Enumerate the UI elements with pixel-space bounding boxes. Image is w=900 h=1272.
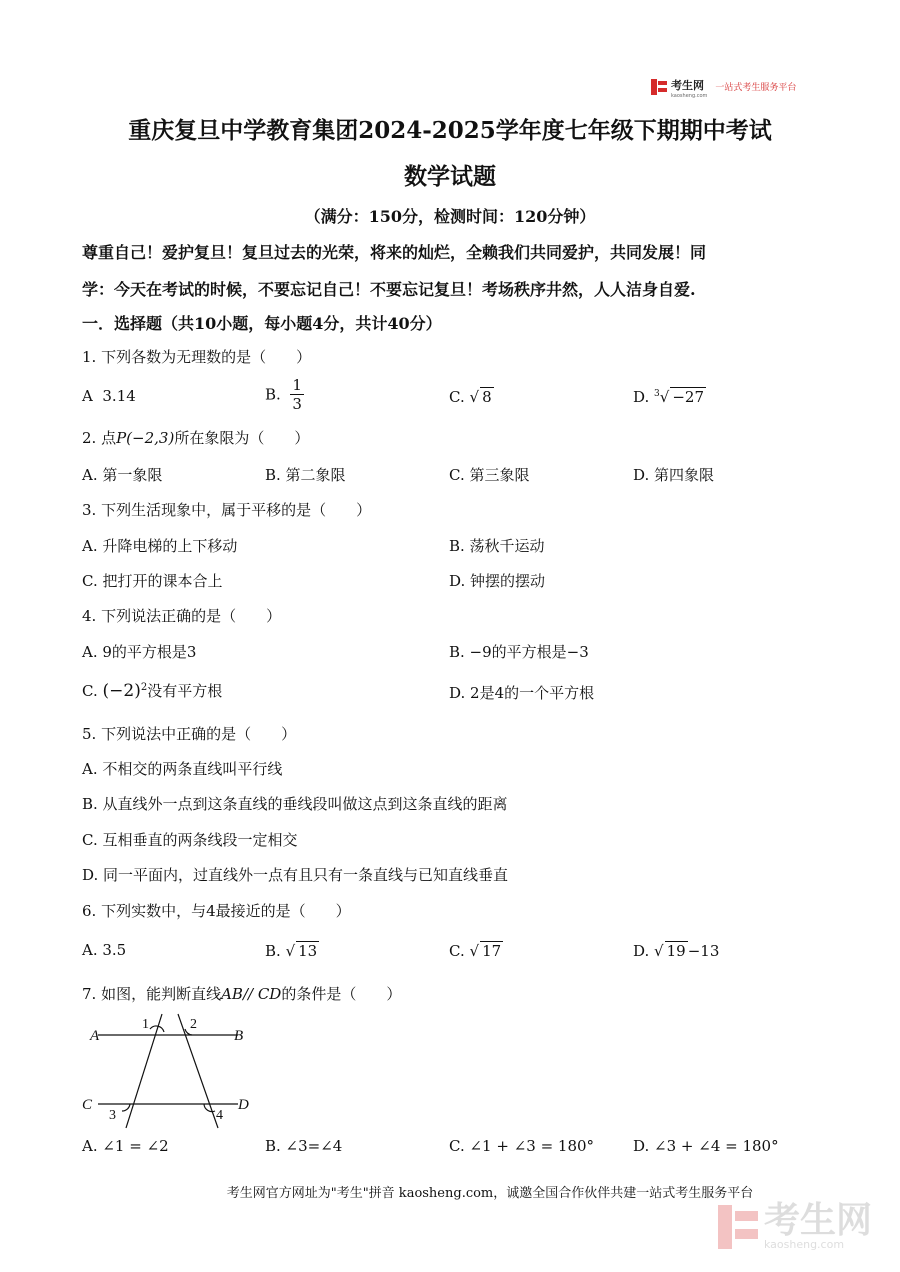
sqrt-icon: √: [654, 942, 664, 960]
q3-option-c: C. 把打开的课本合上: [82, 572, 223, 590]
q4-option-c: [82, 680, 222, 701]
q3-option-a: A. 升降电梯的上下移动: [82, 537, 238, 555]
q2-stem: [82, 427, 309, 448]
q3-stem: 3. 下列生活现象中，属于平移的是（ ）: [82, 501, 372, 519]
watermark-logo-icon: [718, 1205, 758, 1249]
q2-option-d: D. 第四象限: [633, 466, 715, 484]
q5-option-c: C. 互相垂直的两条线段一定相交: [82, 831, 298, 849]
q7-option-b: B. ∠3=∠4: [265, 1137, 343, 1155]
q4-option-a: A. 9的平方根是3: [82, 643, 197, 661]
q4-c-label: C.: [82, 682, 98, 700]
q1-stem: 1. 下列各数为无理数的是（ ）: [82, 348, 312, 366]
q3-option-d: D. 钟摆的摆动: [449, 572, 546, 590]
q2-point: P(−2,3): [116, 429, 175, 447]
q5-option-d: D. 同一平面内，过直线外一点有且只有一条直线与已知直线垂直: [82, 866, 509, 884]
q7-figure: [78, 1010, 268, 1132]
page-title: 重庆复旦中学教育集团2024-2025学年度七年级下期期中考试: [128, 117, 772, 144]
angle-label-3: 3: [109, 1108, 116, 1123]
q2-stem-pre: 2. 点: [82, 429, 117, 447]
q2-option-b: B. 第二象限: [265, 466, 346, 484]
label-a: A: [90, 1028, 100, 1044]
q4-option-b: B. −9的平方根是−3: [449, 643, 589, 661]
label-c: C: [82, 1097, 93, 1113]
label-b: B: [234, 1028, 244, 1044]
q6-d-label: D.: [633, 942, 650, 960]
q5-stem: 5. 下列说法中正确的是（ ）: [82, 725, 297, 743]
q1-a-label: A: [82, 387, 93, 405]
q6-option-b: [265, 941, 319, 960]
logo-slogan: 一站式考生服务平台: [715, 83, 797, 93]
logo-domain: kaosheng.com: [671, 93, 708, 99]
q5-option-a: A. 不相交的两条直线叫平行线: [82, 760, 283, 778]
q1-a-value: 3.14: [102, 387, 136, 405]
sqrt-icon: √: [285, 942, 296, 960]
q6-stem: 6. 下列实数中，与4最接近的是（ ）: [82, 902, 351, 920]
angle-arc-3: [122, 1104, 130, 1111]
q1-option-c: [449, 387, 494, 406]
q1-b-numerator: 1: [292, 376, 302, 394]
q6-b-radicand: 13: [298, 942, 318, 960]
cbrt-icon: √: [659, 388, 670, 406]
q5-option-b: B. 从直线外一点到这条直线的垂线段叫做这点到这条直线的距离: [82, 795, 508, 813]
q2-option-c: C. 第三象限: [449, 466, 530, 484]
q1-d-radicand: −27: [672, 388, 704, 406]
q7-stem: [82, 983, 401, 1004]
q4-c-post: 没有平方根: [147, 682, 223, 700]
logo-mark-icon: [651, 79, 667, 95]
watermark-name: 考生网: [763, 1200, 872, 1241]
label-d: D: [238, 1097, 249, 1113]
q4-c-base: (−2): [102, 681, 141, 701]
q4-stem: 4. 下列说法正确的是（ ）: [82, 607, 282, 625]
q1-option-b: [265, 376, 304, 413]
q6-c-radicand: 17: [482, 942, 502, 960]
q6-d-post: −13: [687, 942, 720, 960]
q1-d-label: D.: [633, 388, 650, 406]
watermark: [718, 1200, 872, 1251]
transversal-right: [178, 1014, 218, 1128]
q7-option-c: C. ∠1 + ∠3 = 180°: [449, 1137, 595, 1155]
q1-b-denominator: 3: [292, 395, 302, 413]
q6-option-a: A. 3.5: [82, 941, 127, 959]
q4-option-d: D. 2是4的一个平方根: [449, 684, 595, 702]
watermark-wordmark: [763, 1200, 872, 1251]
q7-stem-pre: 7. 如图，能判断直线: [82, 985, 222, 1003]
q1-c-radicand: 8: [482, 388, 492, 406]
q1-c-label: C.: [449, 388, 465, 406]
q1-option-a: [82, 387, 136, 405]
logo-wordmark: [671, 74, 707, 99]
q6-d-radicand: 19: [666, 942, 686, 960]
score-info: （满分：150分，检测时间：120分钟）: [304, 207, 596, 226]
q7-stem-post: 的条件是（ ）: [281, 985, 402, 1003]
q3-option-b: B. 荡秋千运动: [449, 537, 545, 555]
q7-option-a: A. ∠1 = ∠2: [82, 1137, 169, 1155]
q6-option-d: [633, 941, 719, 960]
q2-stem-post: 所在象限为（ ）: [174, 429, 310, 447]
q7-lines: AB// CD: [221, 985, 282, 1003]
motto-line-2: 学：今天在考试的时候，不要忘记自己！不要忘记复旦！考场秩序井然，人人洁身自爱.: [82, 280, 696, 299]
angle-label-1: 1: [142, 1017, 149, 1032]
q4-c-exponent: 2: [140, 682, 148, 693]
q7-option-d: D. ∠3 + ∠4 = 180°: [633, 1137, 779, 1155]
logo-name: 考生网: [671, 79, 704, 92]
site-logo: [651, 74, 796, 99]
q6-c-label: C.: [449, 942, 465, 960]
q1-d-index: 3: [654, 389, 660, 399]
q6-b-label: B.: [265, 942, 281, 960]
page-subtitle: 数学试题: [404, 163, 496, 190]
sqrt-icon: √: [469, 388, 480, 406]
q1-b-fraction: [290, 376, 304, 413]
sqrt-icon: √: [469, 942, 480, 960]
watermark-domain: kaosheng.com: [763, 1238, 845, 1251]
q1-b-label: B.: [265, 385, 281, 404]
q1-option-d: [633, 387, 706, 406]
q2-option-a: A. 第一象限: [82, 466, 163, 484]
page-footer: 考生网官方网址为"考生"拼音 kaosheng.com，诚邀全国合作伙伴共建一站式考生服务平台: [226, 1186, 754, 1201]
section-heading: 一．选择题（共10小题，每小题4分，共计40分）: [82, 314, 442, 333]
angle-label-2: 2: [190, 1017, 197, 1032]
motto-line-1: 尊重自己！爱护复旦！复旦过去的光荣，将来的灿烂，全赖我们共同爱护，共同发展！同: [82, 243, 707, 262]
angle-label-4: 4: [216, 1108, 223, 1123]
q6-option-c: [449, 941, 503, 960]
